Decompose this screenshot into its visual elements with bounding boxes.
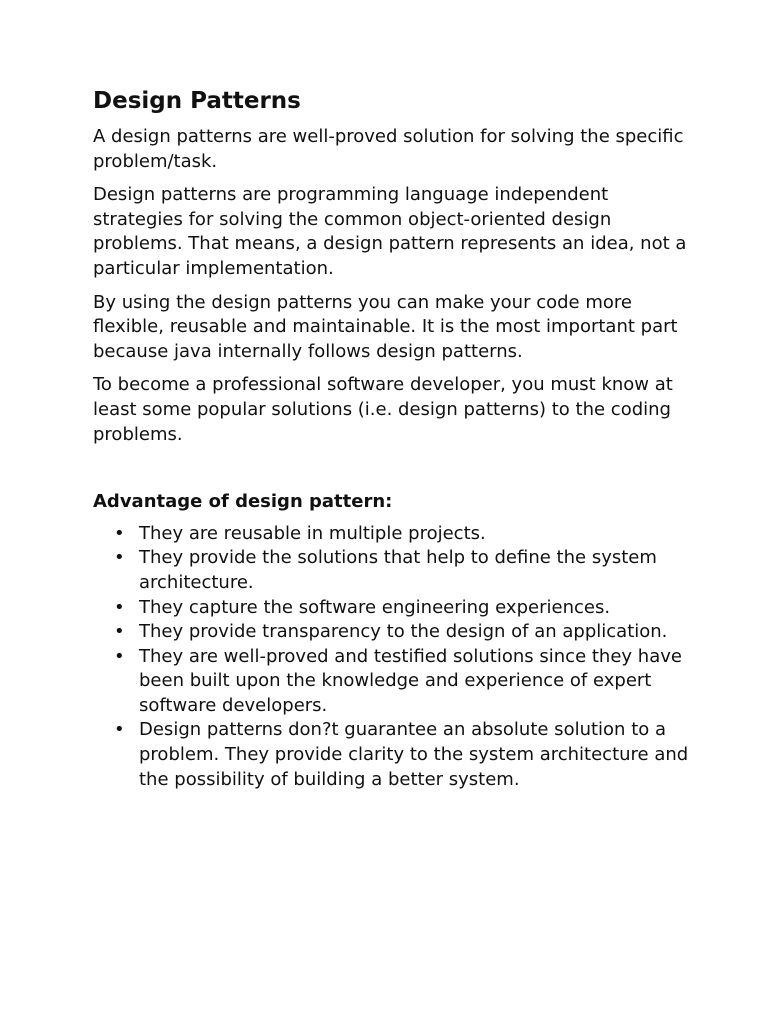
bullet-icon: •	[114, 621, 125, 643]
bullet-icon: •	[114, 596, 125, 618]
benefits-paragraph: By using the design patterns you can make your code more flexible, reusable and maintainable. It is the most important part because java internally follows design patterns.	[93, 291, 678, 362]
list-item-text: Design patterns don?t guarantee an absolute solution to a problem. They provide clarity to the system architecture and the possibility of building a better system.	[139, 719, 689, 790]
page-title: Design Patterns	[93, 88, 301, 114]
bullet-icon: •	[114, 522, 125, 544]
career-paragraph: To become a professional software developer, you must know at least some popular solutions (i.e. design patterns) to the coding problems.	[93, 374, 673, 445]
list-item-text: They capture the software engineering experiences.	[139, 596, 611, 618]
list-item-text: They are well-proved and testified solutions since they have been built upon the knowledge and experience of expert software developers.	[139, 645, 682, 716]
list-item	[93, 546, 693, 595]
list-item	[93, 620, 693, 645]
bullet-icon: •	[114, 547, 125, 569]
list-item	[93, 522, 693, 547]
document-page	[93, 86, 693, 792]
list-item-text: They provide transparency to the design of an application.	[139, 621, 668, 643]
list-item-text: They provide the solutions that help to define the system architecture.	[139, 547, 657, 593]
definition-paragraph: Design patterns are programming language independent strategies for solving the common object-oriented design problems. That means, a design pattern represents an idea, not a particular implementation.	[93, 184, 687, 279]
advantages-list	[93, 522, 693, 793]
list-item-text: They are reusable in multiple projects.	[139, 522, 486, 544]
bullet-icon: •	[114, 645, 125, 667]
list-item	[93, 596, 693, 621]
list-item	[93, 645, 693, 719]
intro-paragraph: A design patterns are well-proved solution for solving the specific problem/task.	[93, 126, 684, 172]
list-item	[93, 718, 693, 792]
bullet-icon: •	[114, 719, 125, 741]
advantages-heading: Advantage of design pattern:	[93, 491, 393, 513]
